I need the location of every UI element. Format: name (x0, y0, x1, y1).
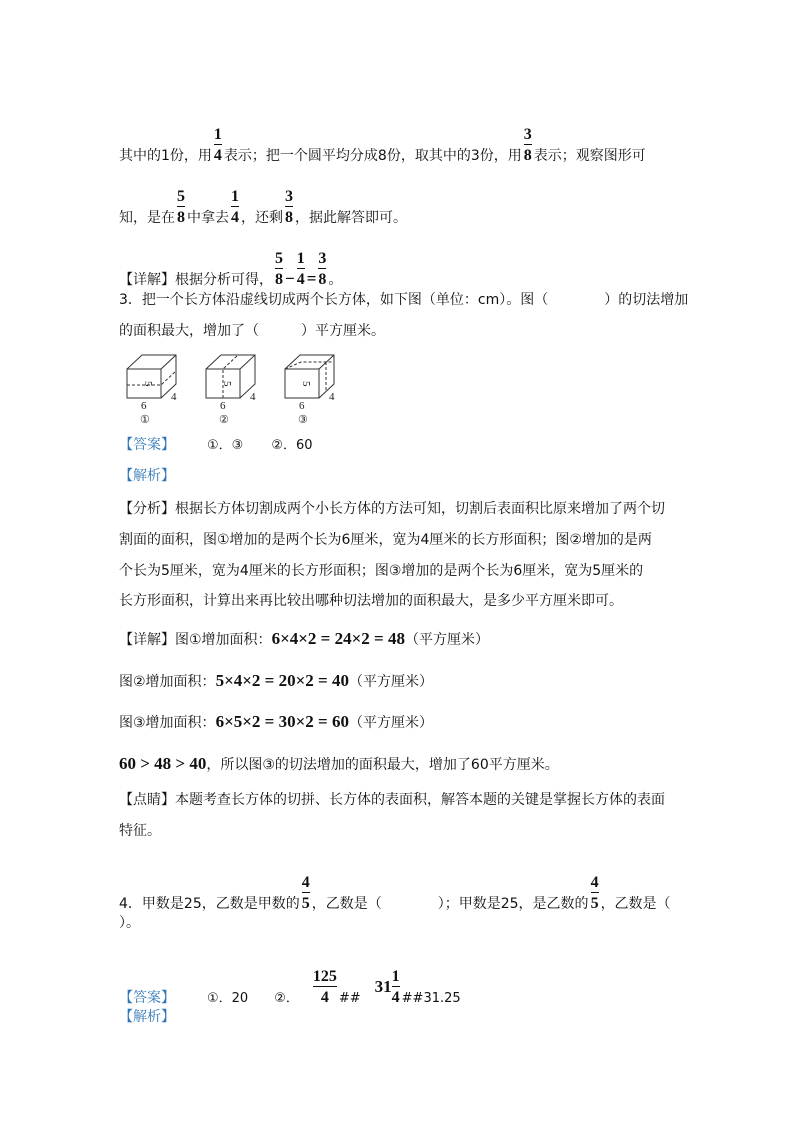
text: ，据此解答即可。 (295, 210, 407, 226)
fraction (313, 968, 337, 1006)
numerator: 5 (275, 250, 283, 267)
question-4-text: ）。 (119, 915, 140, 931)
fraction-bar (214, 144, 222, 145)
text-line (119, 188, 407, 227)
numerator: 1 (391, 968, 400, 985)
numerator: 5 (177, 188, 185, 205)
length-label: 6 (141, 400, 147, 412)
numerator: 4 (301, 874, 310, 891)
numerator: 125 (312, 968, 337, 985)
denominator: 4 (213, 147, 222, 164)
operator: − (285, 269, 295, 288)
question-3-text: 的面积最大，增加了（ ）平方厘米。 (119, 323, 385, 339)
height-label: 5 (142, 381, 154, 387)
fraction-bar (524, 144, 532, 145)
text: 图③增加面积： (119, 715, 216, 731)
cuboid-figures (118, 345, 358, 425)
mixed-whole: 31 (374, 977, 392, 996)
text: ，还剩 (241, 210, 283, 226)
answer-tag: 【答案】 (119, 437, 175, 453)
unit: （平方厘米） (405, 632, 489, 648)
fraction (285, 188, 293, 226)
denominator: 8 (523, 147, 532, 164)
analysis-line: 割面的面积，图①增加的是两个长为6厘米，宽为4厘米的长方形面积；图②增加的是两 (119, 532, 652, 548)
numerator: 1 (231, 188, 239, 205)
detail-line (119, 713, 433, 732)
text: 表示；观察图形可 (533, 148, 646, 164)
cuboid-figure-1 (127, 355, 177, 425)
height-label: 5 (221, 381, 233, 387)
answer-blank-2: ②．60 (271, 438, 313, 453)
denominator: 5 (301, 895, 310, 912)
fraction-bar (177, 206, 185, 207)
figure-label: ① (140, 414, 150, 425)
answer-blank-2: ②． (274, 991, 299, 1006)
denominator: 4 (296, 271, 305, 288)
fraction (392, 968, 400, 1006)
fraction (231, 188, 239, 226)
cuboid-figure-3 (285, 355, 335, 425)
text: 图②增加面积： (119, 674, 216, 690)
answer-4 (119, 968, 461, 1008)
answer-blank-1: ①．20 (207, 991, 249, 1006)
numerator: 4 (590, 874, 599, 891)
denominator: 8 (318, 271, 327, 288)
fraction-bar (392, 986, 400, 987)
denominator: 4 (391, 989, 400, 1006)
unit: （平方厘米） (349, 674, 433, 690)
question-3-text: 3．把一个长方体沿虚线切成两个长方体，如下图（单位：cm）。图（ ）的切法增加 (119, 292, 689, 308)
text: 知，是在 (119, 210, 175, 226)
comment-line: 特征。 (119, 823, 161, 839)
denominator: 4 (231, 209, 239, 226)
equation: 6×4×2 = 24×2 = 48 (271, 629, 405, 648)
text: 【详解】根据分析可得， (119, 272, 273, 288)
fraction-bar (285, 206, 293, 207)
length-label: 6 (220, 400, 226, 412)
analysis-line: 长方形面积，计算出来再比较出哪种切法增加的面积最大，是多少平方厘米即可。 (119, 593, 623, 609)
analysis-line: 【分析】根据长方体切割成两个小长方体的方法可知，切割后表面积比原来增加了两个切 (119, 501, 665, 517)
fraction-bar (591, 892, 599, 893)
conclusion-line (119, 755, 559, 774)
analysis-line: 个长为5厘米，宽为4厘米的长方形面积；图③增加的是两个长为6厘米，宽为5厘米的 (119, 563, 644, 579)
cuboid-figure-2 (206, 355, 256, 425)
text: 其中的1份，用 (119, 148, 212, 164)
fraction (524, 126, 532, 164)
fraction (177, 188, 185, 226)
operator: = (306, 269, 317, 288)
unit: （平方厘米） (349, 715, 433, 731)
fraction (318, 250, 326, 288)
text-line (119, 126, 646, 165)
answer-tag: 【答案】 (119, 990, 175, 1006)
comment-line: 【点睛】本题考查长方体的切拼、长方体的表面积，解答本题的关键是掌握长方体的表面 (119, 792, 665, 808)
fraction (302, 874, 310, 912)
text: ，乙数是（ ）；甲数是25，是乙数的 (311, 896, 589, 912)
text: ，所以图③的切法增加的面积最大，增加了60平方厘米。 (206, 757, 559, 773)
equation: 6×5×2 = 30×2 = 60 (215, 712, 349, 731)
separator: ## (338, 991, 361, 1006)
analysis-tag: 【解析】 (119, 468, 175, 484)
fraction-bar (275, 268, 283, 269)
fraction-bar (318, 268, 326, 269)
detail-line (119, 630, 489, 649)
fraction (591, 874, 599, 912)
equation: 5×4×2 = 20×2 = 40 (215, 671, 349, 690)
height-label: 5 (300, 381, 312, 387)
width-label: 4 (329, 391, 335, 403)
denominator: 5 (590, 895, 599, 912)
fraction-bar (302, 892, 310, 893)
answer-blank-1: ①．③ (207, 438, 244, 453)
inequality: 60 > 48 > 40 (119, 754, 207, 773)
analysis-tag: 【解析】 (119, 1009, 175, 1025)
text: 4．甲数是25，乙数是甲数的 (119, 896, 300, 912)
numerator: 3 (285, 188, 293, 205)
numerator: 1 (213, 126, 222, 143)
numerator: 3 (523, 126, 532, 143)
text: 【详解】图①增加面积： (119, 632, 272, 648)
question-4-text (119, 874, 671, 913)
fraction (214, 126, 222, 164)
length-label: 6 (299, 400, 305, 412)
fraction (275, 250, 283, 288)
denominator: 4 (320, 989, 329, 1006)
width-label: 4 (250, 391, 256, 403)
text-line (119, 250, 342, 289)
fraction-bar (313, 986, 337, 987)
width-label: 4 (171, 391, 177, 403)
text: 表示；把一个圆平均分成8份，取其中的3份，用 (223, 148, 522, 164)
denominator: 8 (285, 209, 293, 226)
detail-line (119, 672, 433, 691)
separator: ##31.25 (401, 991, 461, 1006)
fraction-bar (231, 206, 239, 207)
figure-label: ② (219, 414, 229, 425)
fraction-bar (297, 268, 305, 269)
answer-3 (119, 436, 313, 455)
text: 中拿去 (187, 210, 229, 226)
text: ，乙数是（ (600, 896, 671, 912)
numerator: 1 (296, 250, 305, 267)
denominator: 8 (177, 209, 185, 226)
figure-label: ③ (298, 414, 308, 425)
text: 。 (328, 272, 343, 288)
fraction (297, 250, 305, 288)
denominator: 8 (275, 271, 283, 288)
numerator: 3 (318, 250, 327, 267)
